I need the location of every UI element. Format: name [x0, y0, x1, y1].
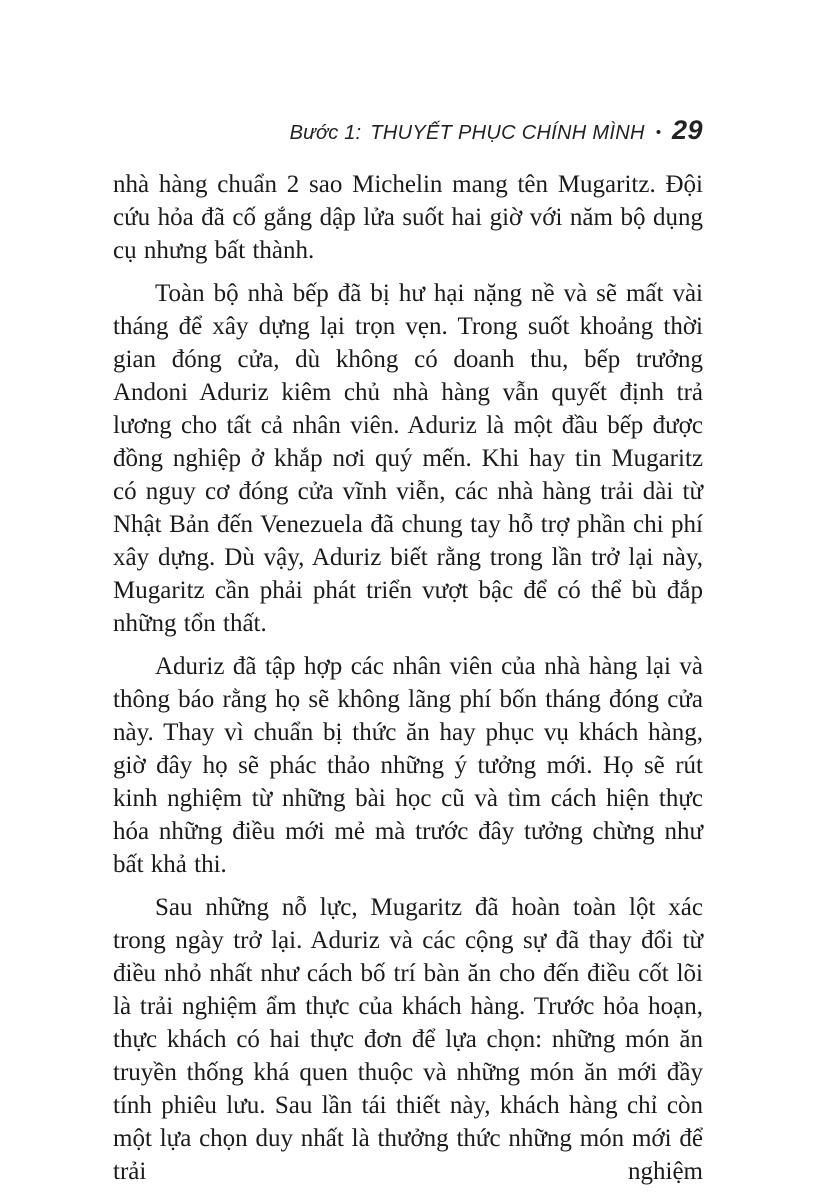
header-separator-dot: •: [655, 124, 661, 141]
chapter-title: THUYẾT PHỤC CHÍNH MÌNH: [370, 122, 645, 144]
running-header: [113, 116, 703, 147]
section-label: Bước 1:: [289, 122, 362, 144]
paragraph: Sau những nỗ lực, Mugaritz đã hoàn toàn lột xác trong ngày trở lại. Aduriz và các cộng sự đã thay đổi từ điều nhỏ nhất như cách bố trí bàn ăn cho đến điều cốt lõi là trải nghiệm ẩm thực của khách hàng. Trước hỏa hoạn, thực khách có hai thực đơn để lựa chọn: những món ăn truyền thống khá quen thuộc và những món ăn mới đầy tính phiêu lưu. Sau lần tái thiết này, khách hàng chỉ còn một lựa chọn duy nhất là thưởng thức những món mới để trải nghiệm: [113, 894, 703, 1185]
page-number: 29: [671, 115, 703, 145]
paragraph: Toàn bộ nhà bếp đã bị hư hại nặng nề và sẽ mất vài tháng để xây dựng lại trọn vẹn. Trong suốt khoảng thời gian đóng cửa, dù không có doanh thu, bếp trưởng Andoni Aduriz kiêm chủ nhà hàng vẫn quyết định trả lương cho tất cả nhân viên. Aduriz là một đầu bếp được đồng nghiệp ở khắp nơi quý mến. Khi hay tin Mugaritz có nguy cơ đóng cửa vĩnh viễn, các nhà hàng trải dài từ Nhật Bản đến Venezuela đã chung tay hỗ trợ phần chi phí xây dựng. Dù vậy, Aduriz biết rằng trong lần trở lại này, Mugaritz cần phải phát triển vượt bậc để có thể bù đắp những tổn thất.: [113, 280, 703, 637]
paragraph: Aduriz đã tập hợp các nhân viên của nhà hàng lại và thông báo rằng họ sẽ không lãng phí bốn tháng đóng cửa này. Thay vì chuẩn bị thức ăn hay phục vụ khách hàng, giờ đây họ sẽ phác thảo những ý tưởng mới. Họ sẽ rút kinh nghiệm từ những bài học cũ và tìm cách hiện thực hóa những điều mới mẻ mà trước đây tưởng chừng như bất khả thi.: [113, 653, 703, 878]
body-text: [113, 168, 703, 1198]
paragraph: nhà hàng chuẩn 2 sao Michelin mang tên Mugaritz. Đội cứu hỏa đã cố gắng dập lửa suốt hai giờ với năm bộ dụng cụ nhưng bất thành.: [113, 171, 703, 264]
